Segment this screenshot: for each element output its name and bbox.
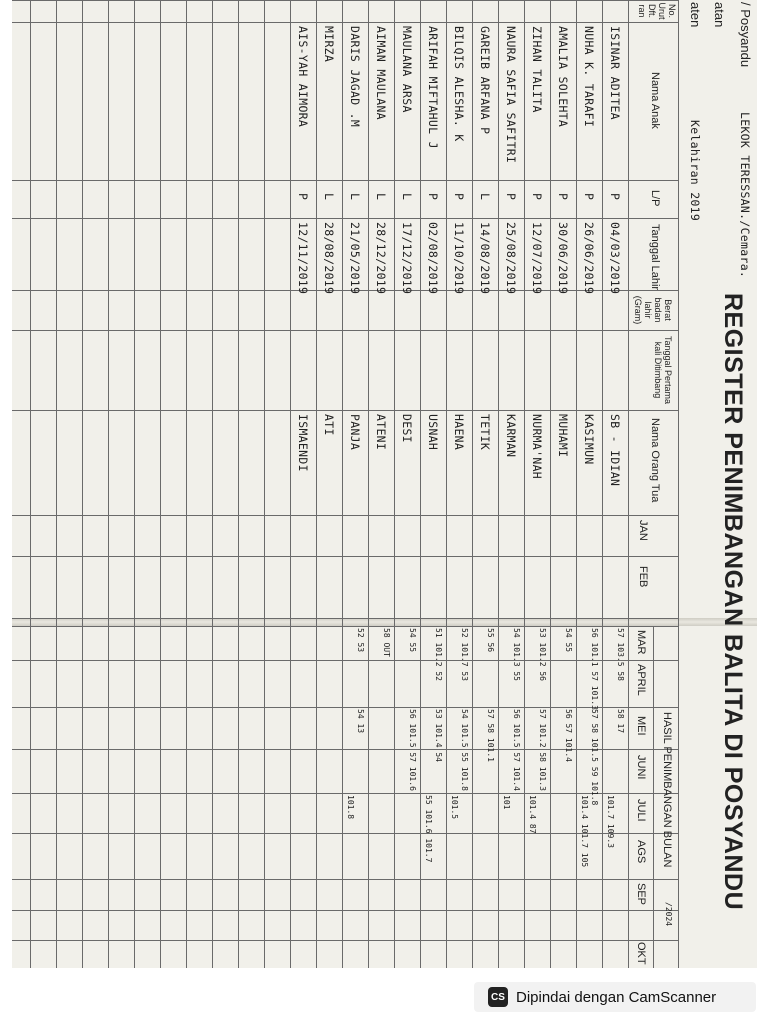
row-6-nama-orang-tua: TETIK xyxy=(478,414,492,451)
kecamatan-label: atan xyxy=(712,2,727,28)
row-9-nama-anak: MAULANA ARSA xyxy=(400,26,414,113)
header-nama-orang-tua: Nama Orang Tua xyxy=(649,418,661,503)
row-8-nama-anak: ARIFAH MIFTAHUL J xyxy=(426,26,440,149)
column-divider xyxy=(12,556,679,557)
row-3-tanggal-lahir: 30/06/2019 xyxy=(556,222,570,295)
row-divider xyxy=(394,0,395,968)
header-hasil-penimbangan: HASIL PENIMBANGAN BULAN xyxy=(661,712,673,868)
weight-row-1-mar-apr: 57 103.5 58 xyxy=(616,628,625,681)
header-month-juni: JUNI xyxy=(635,755,647,780)
row-divider xyxy=(472,0,473,968)
table-top-border xyxy=(678,0,679,968)
row-1-tanggal-lahir: 04/03/2019 xyxy=(608,222,622,295)
weight-row-6-mei-juni: 57 58 101.1 xyxy=(486,709,495,762)
weight-row-5-mei-juni: 56 101.5 57 101.4 xyxy=(512,709,521,791)
weight-row-8-mar-apr: 51 101.2 52 xyxy=(434,628,443,681)
row-8-tanggal-lahir: 02/08/2019 xyxy=(426,222,440,295)
row-12-nama-anak: MIRZA xyxy=(322,26,336,63)
row-5-lp: P xyxy=(504,193,518,201)
row-divider xyxy=(342,0,343,968)
header-bottom-border xyxy=(628,0,629,968)
row-12-lp: L xyxy=(322,193,336,201)
weight-row-1-juli-ags: 101.7 109.3 xyxy=(606,795,615,848)
row-divider xyxy=(108,0,109,968)
row-divider xyxy=(498,0,499,968)
header-month-april: APRIL xyxy=(635,664,647,696)
weight-row-3-mei-juni: 56 57 101.4 xyxy=(564,709,573,762)
header-hasil-year: /2024 xyxy=(664,902,673,927)
scanned-register-sheet xyxy=(12,0,757,968)
row-divider xyxy=(316,0,317,968)
row-4-tanggal-lahir: 12/07/2019 xyxy=(530,222,544,295)
row-5-nama-anak: NAURA SAFIA SAFITRI xyxy=(504,26,518,164)
row-divider xyxy=(134,0,135,968)
weight-row-5-juli-ags: 101 xyxy=(502,795,511,810)
weight-row-11-mar-apr: 52 53 xyxy=(356,628,365,653)
row-7-nama-anak: BILQIS ALESHA. K xyxy=(452,26,466,142)
row-divider xyxy=(238,0,239,968)
column-divider xyxy=(12,22,679,23)
row-10-tanggal-lahir: 28/12/2019 xyxy=(374,222,388,295)
column-divider xyxy=(12,707,679,708)
row-divider xyxy=(82,0,83,968)
row-6-lp: L xyxy=(478,193,492,201)
column-divider xyxy=(12,330,679,331)
row-11-tanggal-lahir: 21/05/2019 xyxy=(348,222,362,295)
row-9-nama-orang-tua: DESI xyxy=(400,414,414,443)
header-month-mar: MAR xyxy=(635,630,647,655)
row-10-nama-orang-tua: ATENI xyxy=(374,414,388,451)
weight-row-2-mei-juni: 57 58 101.5 59 101.8 xyxy=(590,709,599,806)
row-9-lp: L xyxy=(400,193,414,201)
header-month-sep: SEP xyxy=(635,883,647,906)
row-1-nama-anak: ISINAR ADITEA xyxy=(608,26,622,120)
header-no: No. Urut Dft. ran xyxy=(637,2,677,20)
row-3-nama-anak: AMALIA SOLEHTA xyxy=(556,26,570,128)
row-divider xyxy=(30,0,31,968)
column-divider xyxy=(12,218,679,219)
header-berat-lahir: Berat badan lahir (Gram) xyxy=(633,295,673,325)
weight-row-2-mar-apr: 56 101.1 57 101.3 xyxy=(590,628,599,710)
row-divider xyxy=(420,0,421,968)
row-divider xyxy=(602,0,603,968)
row-6-nama-anak: GAREIB ARFANA P xyxy=(478,26,492,135)
row-8-lp: P xyxy=(426,193,440,201)
row-11-lp: L xyxy=(348,193,362,201)
row-divider xyxy=(264,0,265,968)
weight-row-1-mei-juni: 58 17 xyxy=(616,709,625,734)
header-month-juli: JULI xyxy=(635,799,647,822)
weight-row-7-mei-juni: 54 101.5 55 101.8 xyxy=(460,709,469,791)
row-7-nama-orang-tua: HAENA xyxy=(452,414,466,451)
column-divider xyxy=(12,515,679,516)
column-divider xyxy=(12,410,679,411)
register-title-right: BALITA DI POSYANDU xyxy=(719,634,747,911)
header-tgl-pertama: Tanggal Pertama kali Ditimbang xyxy=(653,335,673,405)
row-divider xyxy=(290,0,291,968)
column-divider xyxy=(12,910,679,911)
row-divider xyxy=(550,0,551,968)
row-divider xyxy=(212,0,213,968)
row-divider xyxy=(56,0,57,968)
weight-row-9-mei-juni: 56 101.5 57 101.6 xyxy=(408,709,417,791)
row-7-tanggal-lahir: 11/10/2019 xyxy=(452,222,466,295)
camscanner-footer xyxy=(474,982,756,1012)
row-11-nama-orang-tua: PANJA xyxy=(348,414,362,451)
weight-row-9-mar-apr: 54 55 xyxy=(408,628,417,653)
weight-row-2-juli-ags: 101.4 101.7 105 xyxy=(580,795,589,868)
header-month-jan: JAN xyxy=(637,520,649,541)
column-divider xyxy=(12,290,679,291)
register-title-left: REGISTER PENIMBANGAN xyxy=(719,293,747,627)
row-10-nama-anak: AIMAN MAULANA xyxy=(374,26,388,120)
posyandu-label: / Posyandu xyxy=(738,2,753,68)
row-4-lp: P xyxy=(530,193,544,201)
kelahiran-value: Kelahiran 2019 xyxy=(688,120,702,222)
row-12-nama-orang-tua: ATI xyxy=(322,414,336,436)
row-2-lp: P xyxy=(582,193,596,201)
column-divider xyxy=(12,626,679,627)
row-4-nama-anak: ZIHAN TALITA xyxy=(530,26,544,113)
row-2-tanggal-lahir: 26/06/2019 xyxy=(582,222,596,295)
column-divider xyxy=(12,793,679,794)
row-8-nama-orang-tua: USNAH xyxy=(426,414,440,451)
column-divider xyxy=(12,0,679,1)
hasil-subheader-border xyxy=(653,626,654,968)
row-3-nama-orang-tua: MUHAMI xyxy=(556,414,570,458)
row-10-lp: L xyxy=(374,193,388,201)
row-5-tanggal-lahir: 25/08/2019 xyxy=(504,222,518,295)
weight-row-4-mei-juni: 57 101.2 58 101.3 xyxy=(538,709,547,791)
camscanner-logo-icon: CS xyxy=(488,987,508,1007)
row-5-nama-orang-tua: KARMAN xyxy=(504,414,518,458)
weight-row-6-mar-apr: 55 56 xyxy=(486,628,495,653)
row-9-tanggal-lahir: 17/12/2019 xyxy=(400,222,414,295)
camscanner-caption: Dipindai dengan CamScanner xyxy=(516,988,717,1006)
row-13-nama-orang-tua: ISMAENDI xyxy=(296,414,310,472)
row-1-lp: P xyxy=(608,193,622,201)
header-month-mei: MEI xyxy=(635,716,647,736)
weight-row-11-mei-juni: 54 13 xyxy=(356,709,365,734)
column-divider xyxy=(12,833,679,834)
rotated-register-content xyxy=(12,0,757,968)
row-13-lp: P xyxy=(296,193,310,201)
row-12-tanggal-lahir: 28/08/2019 xyxy=(322,222,336,295)
header-month-feb: FEB xyxy=(637,566,649,588)
row-7-lp: P xyxy=(452,193,466,201)
row-divider xyxy=(524,0,525,968)
posyandu-value: LEKOK TERESSAN./Cemara. xyxy=(738,112,752,279)
row-divider xyxy=(160,0,161,968)
header-month-okt: OKT xyxy=(635,942,647,965)
row-1-nama-orang-tua: SB - IDIAN xyxy=(608,414,622,487)
header-tgl-lahir: Tanggal Lahir xyxy=(649,224,661,291)
kabupaten-label: aten xyxy=(688,2,703,28)
column-divider xyxy=(12,749,679,750)
row-divider xyxy=(368,0,369,968)
column-divider xyxy=(12,660,679,661)
column-divider xyxy=(12,180,679,181)
row-2-nama-orang-tua: KASIMUN xyxy=(582,414,596,465)
weight-row-11-juli-ags: 101.8 xyxy=(346,795,355,820)
weight-row-8-mei-juni: 53 101.4 54 xyxy=(434,709,443,762)
row-11-nama-anak: DARIS JAGAD .M xyxy=(348,26,362,128)
row-13-tanggal-lahir: 12/11/2019 xyxy=(296,222,310,295)
row-divider xyxy=(186,0,187,968)
row-2-nama-anak: NUHA K. TARAFI xyxy=(582,26,596,128)
weight-row-3-mar-apr: 54 55 xyxy=(564,628,573,653)
weight-row-8-juli-ags: 55 101.6 101.7 xyxy=(424,795,433,863)
row-13-nama-anak: AIS-YAH AIMORA xyxy=(296,26,310,128)
row-3-lp: P xyxy=(556,193,570,201)
weight-row-4-mar-apr: 53 101.2 56 xyxy=(538,628,547,681)
weight-row-5-mar-apr: 54 101.3 55 xyxy=(512,628,521,681)
column-divider xyxy=(12,940,679,941)
weight-row-7-mar-apr: 52 101.7 53 xyxy=(460,628,469,681)
header-nama-anak: Nama Anak xyxy=(649,72,661,129)
header-month-ags: AGS xyxy=(635,840,647,864)
row-divider xyxy=(576,0,577,968)
row-divider xyxy=(446,0,447,968)
row-4-nama-orang-tua: NURMA'NAH xyxy=(530,414,544,480)
column-divider xyxy=(12,879,679,880)
weight-row-10-mar-apr: 58 OUT xyxy=(382,628,391,657)
row-6-tanggal-lahir: 14/08/2019 xyxy=(478,222,492,295)
weight-row-4-juli-ags: 101.4 87 xyxy=(528,795,537,834)
weight-row-7-juli-ags: 101.5 xyxy=(450,795,459,820)
header-lp: L/P xyxy=(649,190,661,207)
column-divider xyxy=(12,618,679,619)
